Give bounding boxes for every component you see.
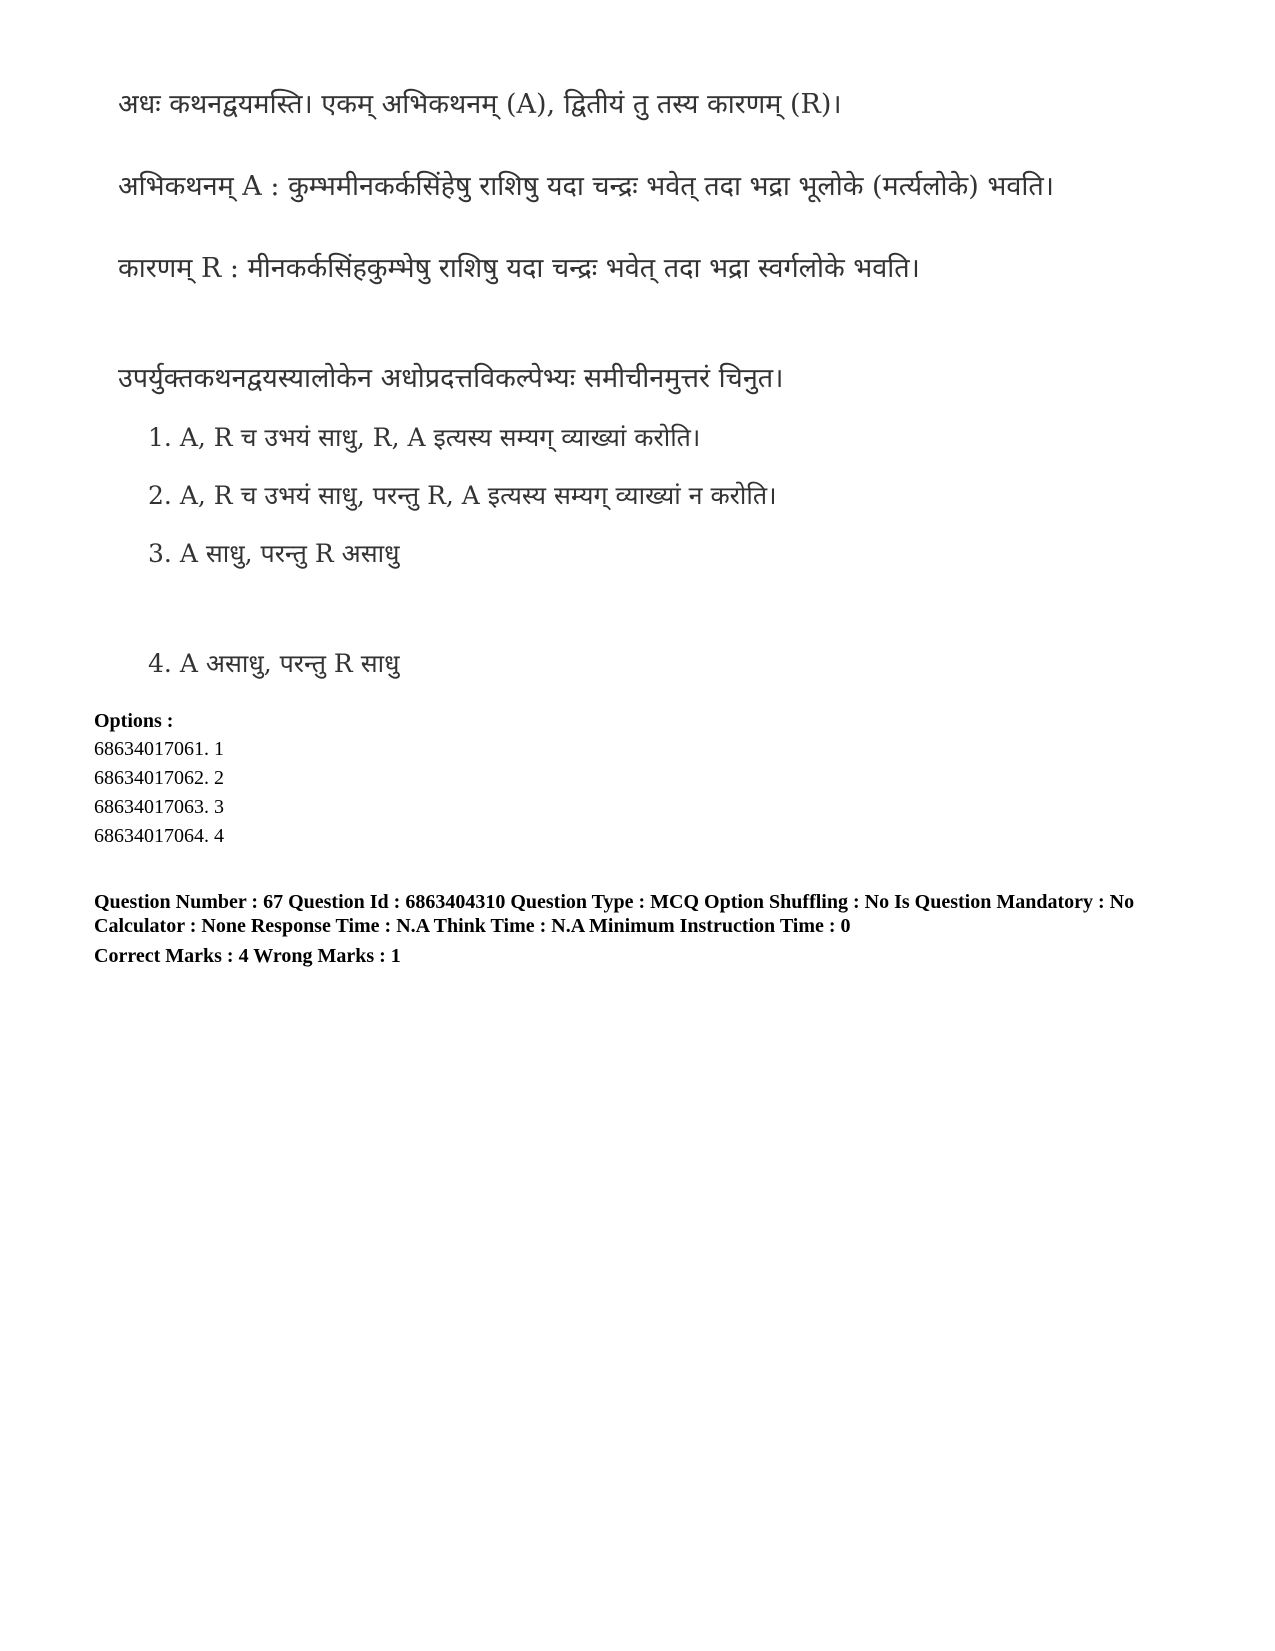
choice-item (148, 420, 700, 454)
option-row: 68634017061. 1 (94, 738, 224, 760)
choice-text: A असाधु, परन्तु R साधु (179, 649, 400, 678)
question-info: Question Number : 67 Question Id : 6863404310 Question Type : MCQ Option Shuffling : No Is Question Mandatory : No Calculator : None Response Time : N.A Think Time : N.A Minimum Instruction Time : 0 (94, 891, 1135, 937)
choice-item (148, 536, 399, 570)
options-label: Options : (94, 710, 174, 732)
choice-text: A साधु, परन्तु R असाधु (179, 539, 400, 568)
choice-number: 4. (148, 649, 172, 678)
choice-item (148, 478, 777, 512)
choice-number: 3. (148, 539, 172, 568)
option-row: 68634017063. 3 (94, 796, 224, 818)
assertion-text: अभिकथनम् A : कुम्भमीनकर्कसिंहेषु राशिषु यदा चन्द्रः भवेत् तदा भद्रा भूलोके (मर्त्यलोके) भवति। (118, 171, 1054, 202)
choice-text: A, R च उभयं साधु, R, A इत्यस्य सम्यग् व्याख्यां करोति। (179, 423, 701, 452)
marks-info: Correct Marks : 4 Wrong Marks : 1 (94, 945, 401, 967)
reason-text: कारणम् R : मीनकर्कसिंहकुम्भेषु राशिषु यदा चन्द्रः भवेत् तदा भद्रा स्वर्गलोके भवति। (118, 253, 920, 284)
choice-number: 1. (148, 423, 172, 452)
option-row: 68634017064. 4 (94, 825, 224, 847)
option-row: 68634017062. 2 (94, 767, 224, 789)
choice-item (148, 646, 399, 680)
question-instruction: उपर्युक्तकथनद्वयस्यालोकेन अधोप्रदत्तविकल्पेभ्यः समीचीनमुत्तरं चिनुत। (118, 363, 784, 394)
question-intro: अधः कथनद्वयमस्ति। एकम् अभिकथनम् (A), द्वितीयं तु तस्य कारणम् (R)। (118, 89, 842, 120)
choice-text: A, R च उभयं साधु, परन्तु R, A इत्यस्य सम्यग् व्याख्यां न करोति। (179, 481, 777, 510)
choice-number: 2. (148, 481, 172, 510)
